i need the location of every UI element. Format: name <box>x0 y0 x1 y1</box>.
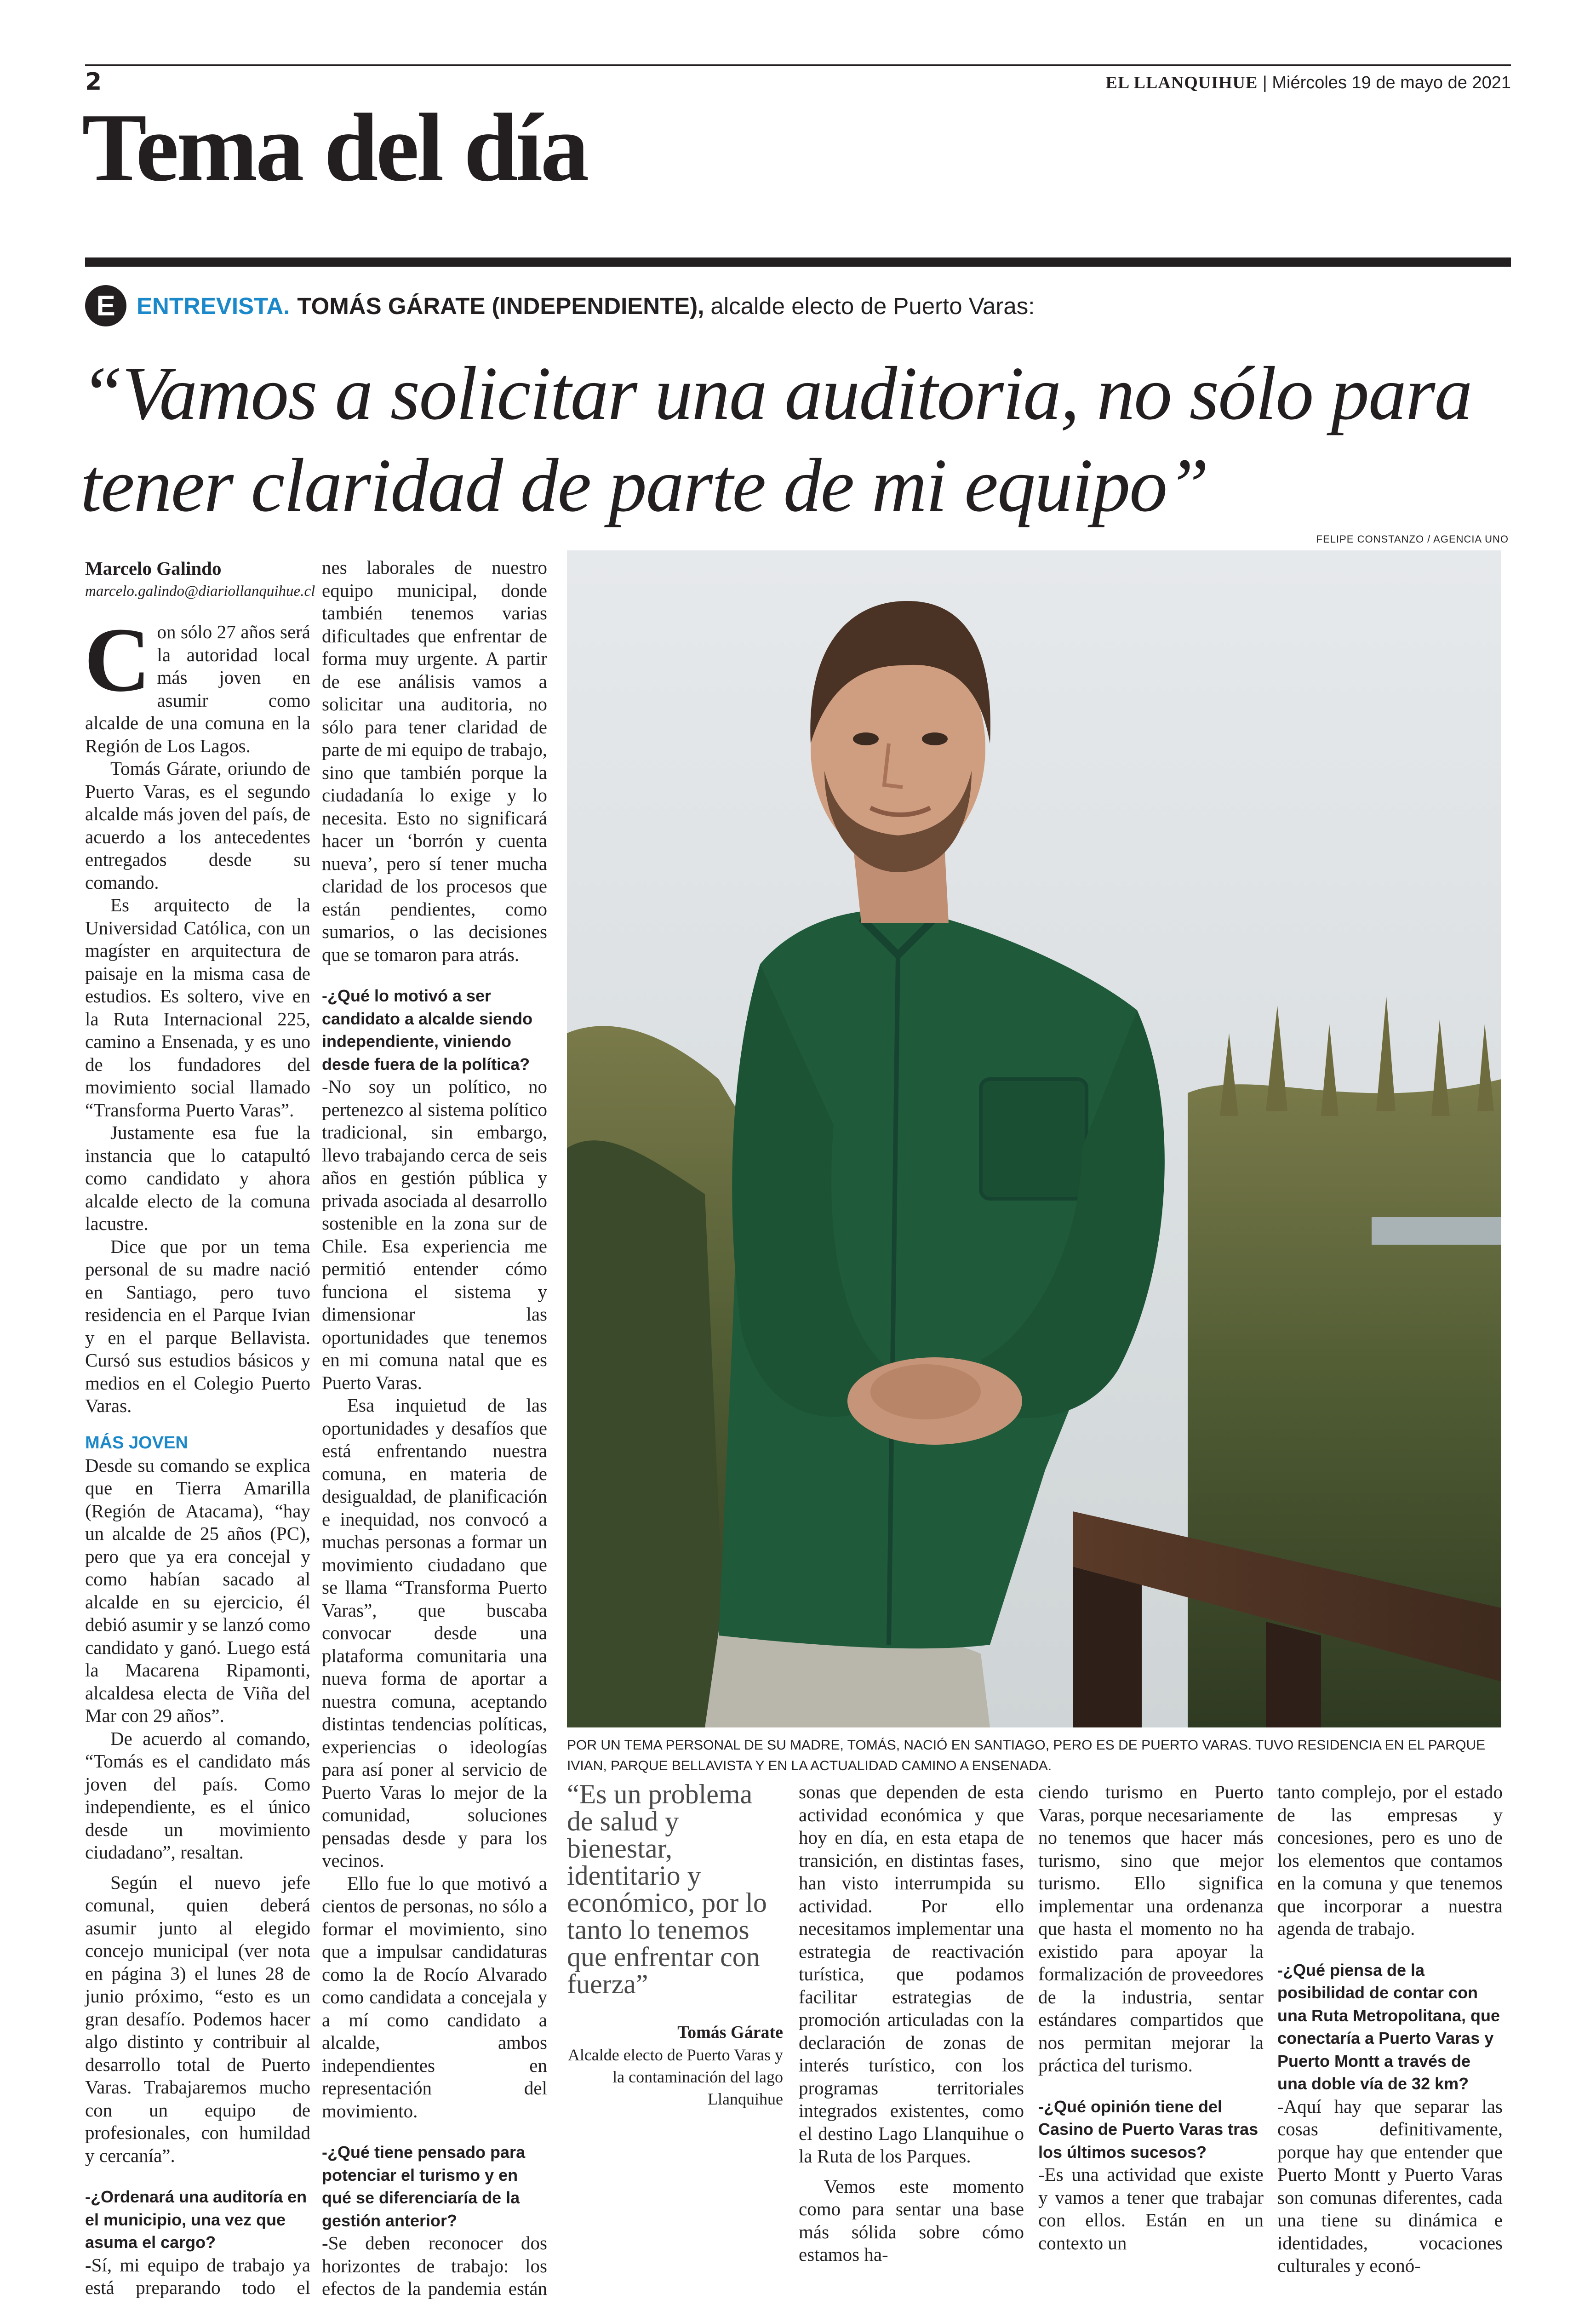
publication-name: EL LLANQUIHUE <box>1106 73 1258 92</box>
masthead <box>1106 73 1511 93</box>
interview-answer: -No soy un político, no pertenezco al sistema político tradicional, sin embargo, llevo trabajando cerca de seis años en gestión pública y privada asociada al desarrollo sostenible en la zona sur de Chile. Esa experiencia me permitió entender cómo funciona el sistema y dimensionar las oportunidades que tenemos en mi comuna natal que es Puerto Varas. <box>322 1075 547 1394</box>
interview-answer: -Aquí hay que separar las cosas definitivamente, porque hay que entender que Puerto Montt y Puerto Varas son comunas diferentes, cada una tiene su dinámica e identidades, vocaciones culturales y econó- <box>1277 2095 1503 2277</box>
photo-credit: FELIPE CONSTANZO / AGENCIA UNO <box>1316 533 1509 545</box>
paragraph: Según el nuevo jefe comunal, quien deberá asumir junto al elegido concejo municipal (ver nota en página 3) el lunes 28 de junio próximo, “esto es un gran desafío. Podemos hacer algo distinto y contribuir al desarrollo total de Puerto Varas. Trabajaremos mucho con un equipo de profesionales, con humildad y cercanía”. <box>85 1871 310 2167</box>
kicker-subject: TOMÁS GÁRATE (INDEPENDIENTE), <box>297 292 704 320</box>
masthead-separator: | <box>1263 73 1272 92</box>
page-number: 2 <box>85 68 102 96</box>
article-column-1 <box>85 556 310 2299</box>
pull-quote <box>567 1781 783 2110</box>
kicker-label: ENTREVISTA. <box>137 292 290 320</box>
pull-quote-role: Alcalde electo de Puerto Varas y la contaminación del lago Llanquihue <box>567 2044 783 2110</box>
section-rule <box>85 257 1511 267</box>
interview-question: -¿Ordenará una auditoría en el municipio, una vez que asuma el cargo? <box>85 2185 310 2254</box>
paragraph: De acuerdo al comando, “Tomás es el candidato más joven del país. Como independiente, es el único desde un movimiento ciudadano”, resaltan. <box>85 1727 310 1864</box>
paragraph: Vemos este momento como para sentar una base más sólida sobre cómo estamos ha- <box>799 2175 1024 2266</box>
article-column-4 <box>1038 1781 1264 2254</box>
interview-answer: -Es una actividad que existe y vamos a tener que trabajar con ellos. Están en un contexto un <box>1038 2163 1264 2254</box>
portrait-photo <box>567 550 1501 1727</box>
paragraph: Desde su comando se explica que en Tierra Amarilla (Región de Atacama), “hay un alcalde de 25 años (PC), pero que ya era concejal y como habían sacado al alcalde en su ejercicio, él debió asumir y se lanzó como candidato y ganó. Luego está la Macarena Ripamonti, alcaldesa electa de Viña del Mar con 29 años”. <box>85 1454 310 1727</box>
interview-answer: -Sí, mi equipo de trabajo ya está preparando todo el <box>85 2254 310 2299</box>
lead-text: on sólo 27 años será la autoridad local más joven en asumir como alcalde de una comuna en la Región de Los Lagos. <box>85 621 310 756</box>
paragraph: Tomás Gárate, oriundo de Puerto Varas, es el segundo alcalde más joven del país, de acuerdo a los antecedentes entregados desde su comando. <box>85 757 310 894</box>
paragraph: tanto complejo, por el estado de las empresas y concesiones, pero es uno de los elementos que contamos en la comuna y que tenemos que incorporar a nuestra agenda de trabajo. <box>1277 1781 1503 1940</box>
pull-quote-text: “Es un problema de salud y bienestar, identitario y económico, por lo tanto lo tenemos que enfrentar con fuerza” <box>567 1781 783 1998</box>
paragraph: Dice que por un tema personal de su madre nació en Santiago, pero tuvo residencia en el Parque Ivian y en el parque Bellavista. Cursó sus estudios básicos y medios en el Colegio Puerto Varas. <box>85 1235 310 1418</box>
author-name: Marcelo Galindo <box>85 556 310 580</box>
top-rule <box>85 64 1511 66</box>
issue-date: Miércoles 19 de mayo de 2021 <box>1272 73 1511 92</box>
drop-cap: C <box>84 623 150 697</box>
interview-badge: E <box>85 285 126 326</box>
interview-question: -¿Qué opinión tiene del Casino de Puerto Varas tras los últimos sucesos? <box>1038 2095 1264 2164</box>
article-column-2 <box>322 556 547 2299</box>
interview-question: -¿Qué lo motivó a ser candidato a alcalde siendo independiente, viniendo desde fuera de la política? <box>322 984 547 1075</box>
interview-question: -¿Qué piensa de la posibilidad de contar con una Ruta Metropolitana, que conectaría a Puerto Varas y Puerto Montt a través de una doble vía de 32 km? <box>1277 1959 1503 2095</box>
kicker <box>85 283 1035 329</box>
pull-quote-name: Tomás Gárate <box>567 2021 783 2044</box>
paragraph: ciendo turismo en Puerto Varas, porque necesariamente no tenemos que hacer más turismo, sino que mejor turismo. Ello significa implementar una ordenanza que hasta el momento no ha existido para apoyar la formalización de proveedores de la industria, sentar estándares compartidos que nos permitan mejorar la práctica del turismo. <box>1038 1781 1264 2077</box>
subheading: MÁS JOVEN <box>85 1431 310 1454</box>
article-column-3 <box>799 1781 1024 2266</box>
author-email: marcelo.galindo@diariollanquihue.cl <box>85 580 310 602</box>
photo-caption: POR UN TEMA PERSONAL DE SU MADRE, TOMÁS, NACIÓ EN SANTIAGO, PERO ES DE PUERTO VARAS. TUVO RESIDENCIA EN EL PARQUE IVIAN, PARQUE BELLAVISTA Y EN LA ACTUALIDAD CAMINO A ENSENADA. <box>567 1735 1500 1776</box>
section-title: Tema del día <box>82 99 587 196</box>
paragraph: sonas que dependen de esta actividad económica y que hoy en día, en esta etapa de transición, en distintas fases, han visto interrumpida su actividad. Por ello necesitamos implementar una estrategia de reactivación turística, que podamos facilitar estrategias de promoción articuladas con la declaración de zonas de interés turístico, con los programas territoriales integrados existentes, como el destino Lago Llanquihue o la Ruta de los Parques. <box>799 1781 1024 2168</box>
paragraph: Justamente esa fue la instancia que lo catapultó como candidato y ahora alcalde electo de la comuna lacustre. <box>85 1121 310 1235</box>
paragraph: nes laborales de nuestro equipo municipal, donde también tenemos varias dificultades que enfrentar de forma muy urgente. A partir de ese análisis vamos a solicitar una auditoria, no sólo para tener claridad de parte de mi equipo de trabajo, sino que también porque la ciudadanía lo exige y lo necesita. Esto no significará hacer un ‘borrón y cuenta nueva’, pero sí tener mucha claridad de los procesos que están pendientes, como sumarios, o las decisiones que se tomaron para atrás. <box>322 556 547 966</box>
headline: “Vamos a solicitar una auditoria, no sólo para tener claridad de parte de mi equipo” <box>80 347 1533 531</box>
article-column-5 <box>1277 1781 1503 2277</box>
interview-answer: -Se deben reconocer dos horizontes de trabajo: los efectos de la pandemia están <box>322 2232 547 2299</box>
paragraph: Es arquitecto de la Universidad Católica, con un magíster en arquitectura de paisaje en la misma casa de estudios. Es soltero, vive en la Ruta Internacional 225, camino a Ensenada, y es uno de los fundadores del movimiento social llamado “Transforma Puerto Varas”. <box>85 894 310 1121</box>
interview-question: -¿Qué tiene pensado para potenciar el turismo y en qué se diferenciaría de la gestión anterior? <box>322 2141 547 2232</box>
paragraph: Esa inquietud de las oportunidades y desafíos que está enfrentando nuestra comuna, en materia de desigualdad, de planificación e inequidad, nos convocó a muchas personas a formar un movimiento ciudadano que se llama “Transforma Puerto Varas”, que buscaba convocar desde una plataforma comunitaria una nueva forma de aportar a nuestra comuna, aceptando distintas tendencias políticas, experiencias o ideologías para así poner al servicio de Puerto Varas lo mejor de la comunidad, soluciones pensadas desde y para los vecinos. <box>322 1394 547 1872</box>
kicker-role: alcalde electo de Puerto Varas: <box>710 292 1035 320</box>
lead-paragraph <box>85 621 310 757</box>
paragraph: Ello fue lo que motivó a cientos de personas, no sólo a formar el movimiento, sino que a impulsar candidaturas como la de Rocío Alvarado como candidata a concejala y a mí como candidato a alcalde, ambos independientes en representación del movimiento. <box>322 1872 547 2123</box>
